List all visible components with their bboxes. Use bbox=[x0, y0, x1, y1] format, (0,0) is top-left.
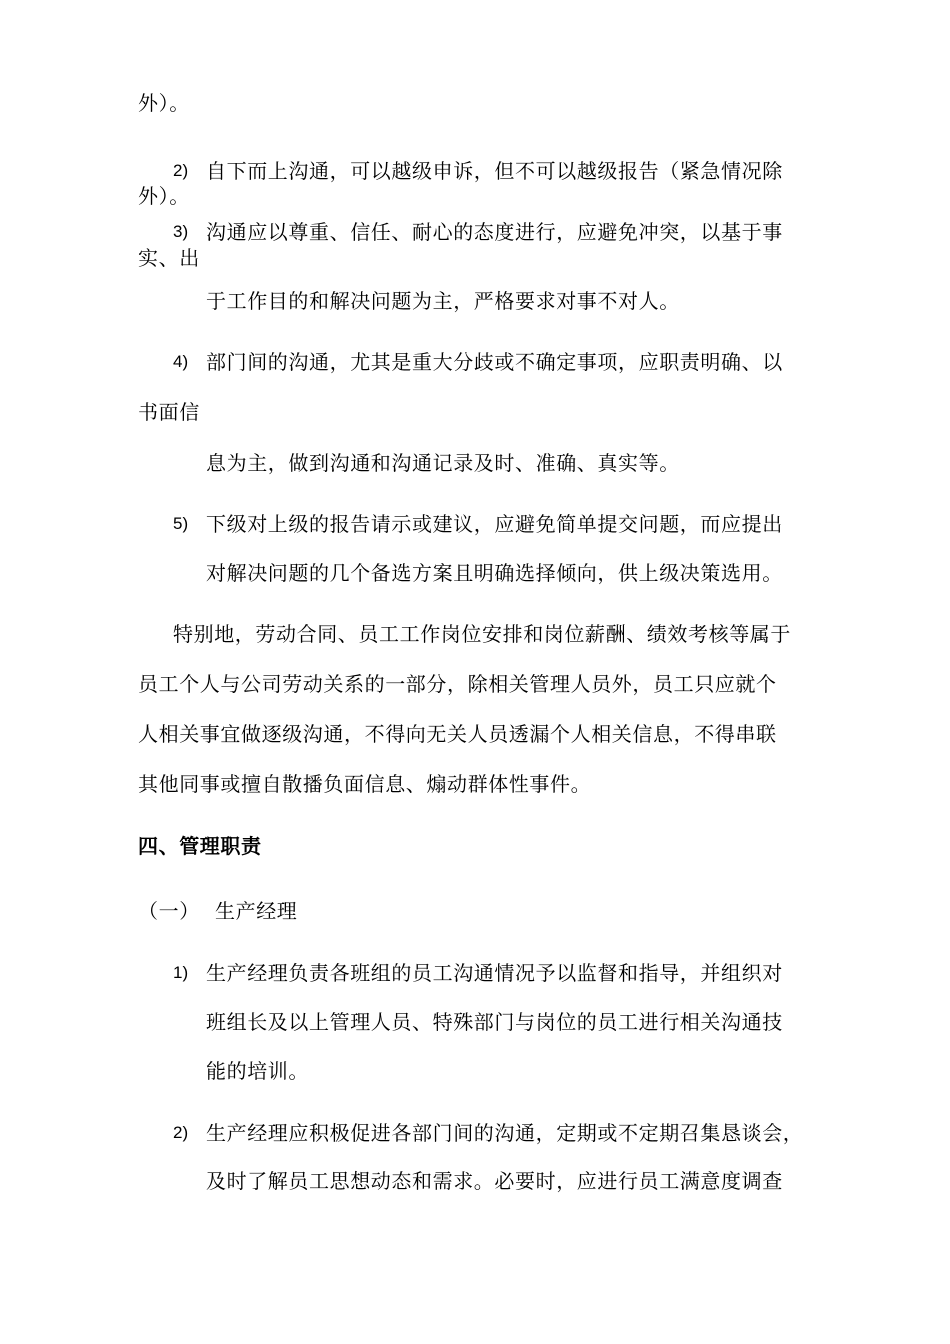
section-heading: 四、管理职责 bbox=[138, 834, 262, 858]
text-line: 沟通应以尊重、信任、耐心的态度进行，应避免冲突，以基于事 bbox=[206, 220, 783, 244]
text-line: 及时了解员工思想动态和需求。必要时，应进行员工满意度调查 bbox=[206, 1169, 783, 1193]
text-line: 其他同事或擅自散播负面信息、煽动群体性事件。 bbox=[138, 772, 592, 796]
subsection-number: （一） bbox=[138, 899, 200, 923]
text-line: 下级对上级的报告请示或建议，应避免简单提交问题，而应提出 bbox=[206, 512, 783, 536]
list-number: 5) bbox=[173, 514, 189, 533]
text-line: 员工个人与公司劳动关系的一部分，除相关管理人员外，员工只应就个 bbox=[138, 672, 777, 696]
text-line: 自下而上沟通，可以越级申诉，但不可以越级报告（紧急情况除 bbox=[206, 159, 783, 183]
list-number: 2) bbox=[173, 1123, 189, 1142]
text-line: 特别地，劳动合同、员工工作岗位安排和岗位薪酬、绩效考核等属于 bbox=[173, 622, 791, 646]
text-line: 外）。 bbox=[138, 91, 190, 115]
list-number: 1) bbox=[173, 963, 189, 982]
list-number: 4) bbox=[173, 352, 189, 371]
text-line: 班组长及以上管理人员、特殊部门与岗位的员工进行相关沟通技 bbox=[206, 1010, 783, 1034]
text-line: 实、出 bbox=[138, 246, 200, 270]
text-line: 人相关事宜做逐级沟通，不得向无关人员透漏个人相关信息，不得串联 bbox=[138, 722, 777, 746]
text-line: 生产经理应积极促进各部门间的沟通，定期或不定期召集恳谈会， bbox=[206, 1121, 804, 1145]
text-line: 对解决问题的几个备选方案且明确选择倾向，供上级决策选用。 bbox=[206, 561, 783, 585]
subsection-heading: 生产经理 bbox=[215, 899, 298, 923]
text-line: 生产经理负责各班组的员工沟通情况予以监督和指导，并组织对 bbox=[206, 961, 783, 985]
text-line: 书面信 bbox=[138, 400, 200, 424]
text-line: 部门间的沟通，尤其是重大分歧或不确定事项，应职责明确、以 bbox=[206, 350, 783, 374]
text-line: 于工作目的和解决问题为主，严格要求对事不对人。 bbox=[206, 289, 680, 313]
text-line: 外）。 bbox=[138, 184, 190, 208]
text-line: 能的培训。 bbox=[206, 1059, 309, 1083]
list-number: 3) bbox=[173, 222, 189, 241]
list-number: 2) bbox=[173, 161, 189, 180]
text-line: 息为主，做到沟通和沟通记录及时、准确、真实等。 bbox=[206, 451, 680, 475]
